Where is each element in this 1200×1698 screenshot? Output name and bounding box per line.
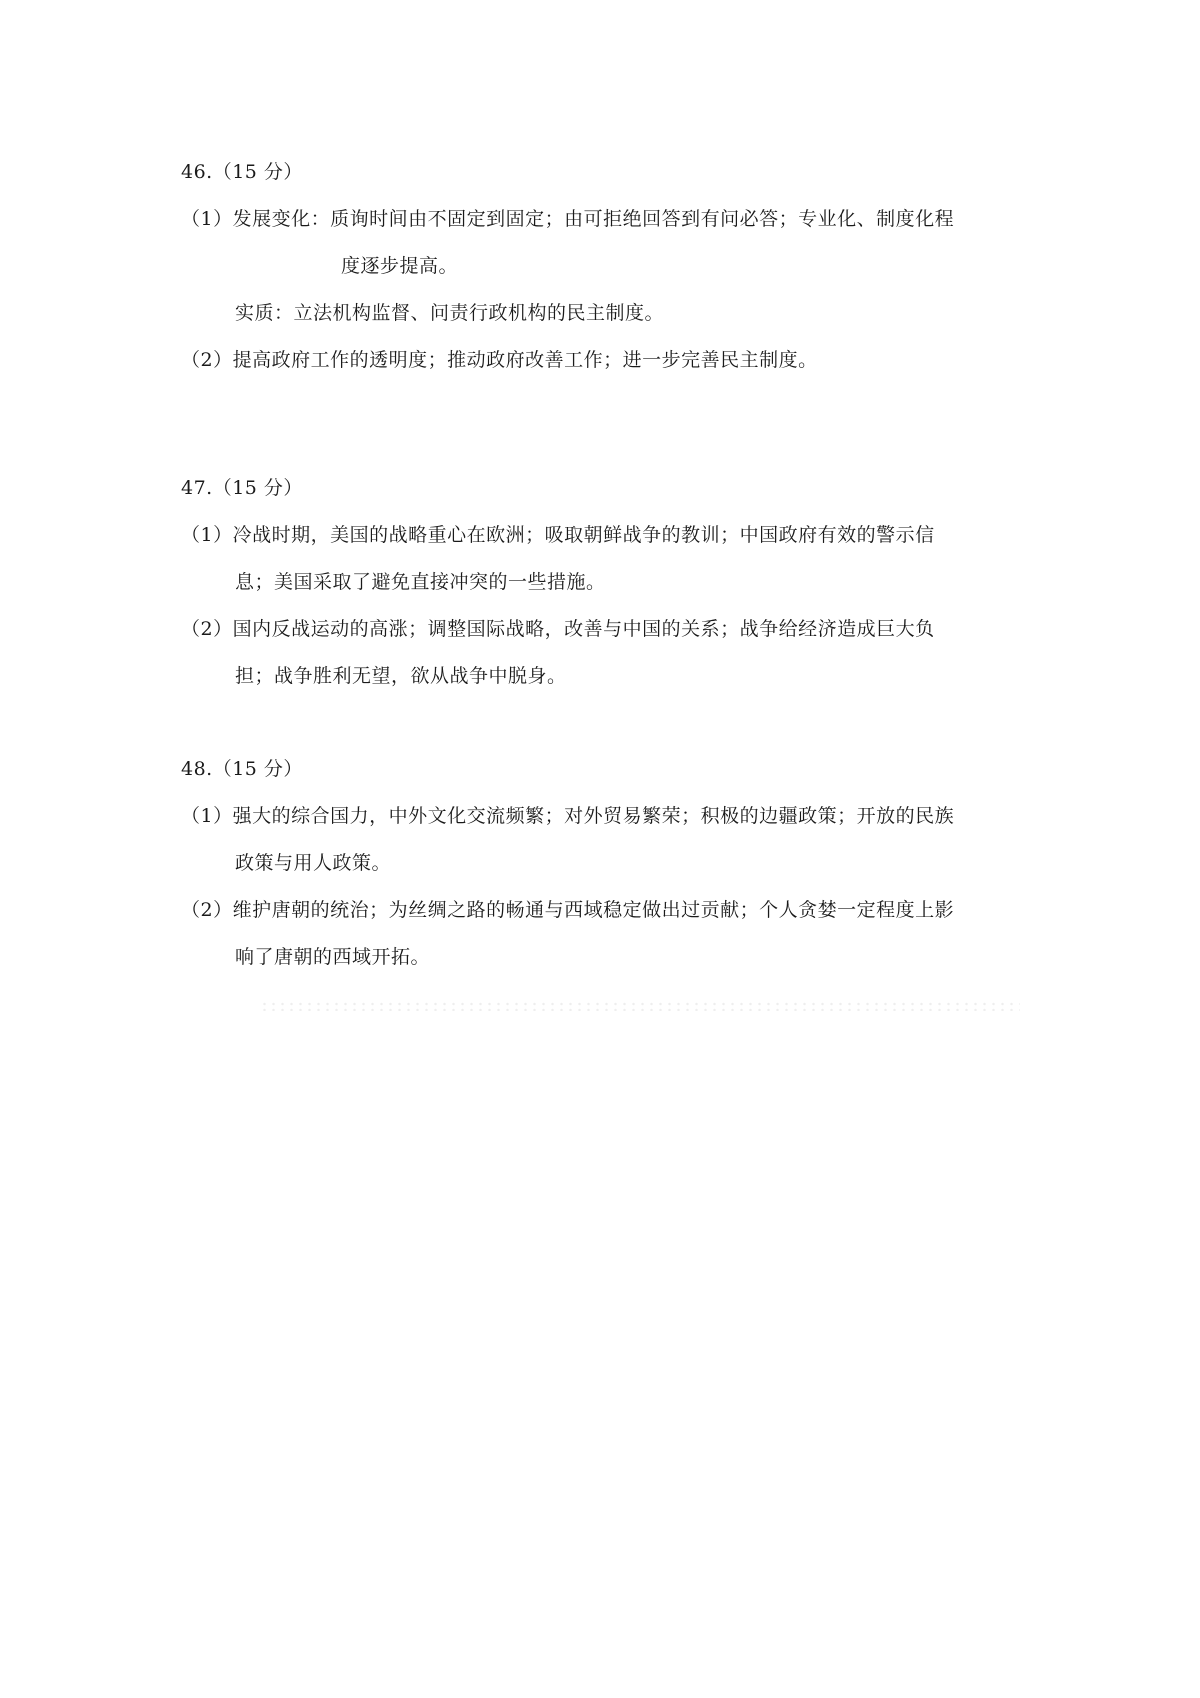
q46-part1-line1: （1）发展变化：质询时间由不固定到固定；由可拒绝回答到有问必答；专业化、制度化程 xyxy=(181,208,955,230)
q47-part1-line1: （1）冷战时期，美国的战略重心在欧洲；吸取朝鲜战争的教训；中国政府有效的警示信 xyxy=(181,524,935,546)
q47-part2-line2: 担；战争胜利无望，欲从战争中脱身。 xyxy=(235,665,567,687)
q46-essence-line: 实质：立法机构监督、问责行政机构的民主制度。 xyxy=(235,302,665,324)
question-46-header: 46.（15 分） xyxy=(181,161,303,183)
q47-part2-line1: （2）国内反战运动的高涨；调整国际战略，改善与中国的关系；战争给经济造成巨大负 xyxy=(181,618,935,640)
q48-part2-line1: （2）维护唐朝的统治；为丝绸之路的畅通与西域稳定做出过贡献；个人贪婪一定程度上影 xyxy=(181,899,955,921)
q48-part2-line2: 响了唐朝的西域开拓。 xyxy=(235,946,431,968)
q48-part1-line2: 政策与用人政策。 xyxy=(235,852,392,874)
q46-part2-line1: （2）提高政府工作的透明度；推动政府改善工作；进一步完善民主制度。 xyxy=(181,349,818,371)
question-47-header: 47.（15 分） xyxy=(181,477,303,499)
question-48-header: 48.（15 分） xyxy=(181,758,303,780)
q48-part1-line1: （1）强大的综合国力，中外文化交流频繁；对外贸易繁荣；积极的边疆政策；开放的民族 xyxy=(181,805,955,827)
scan-noise-strip xyxy=(260,1001,1020,1011)
q47-part1-line2: 息；美国采取了避免直接冲突的一些措施。 xyxy=(235,571,606,593)
q46-part1-line2: 度逐步提高。 xyxy=(341,255,459,277)
